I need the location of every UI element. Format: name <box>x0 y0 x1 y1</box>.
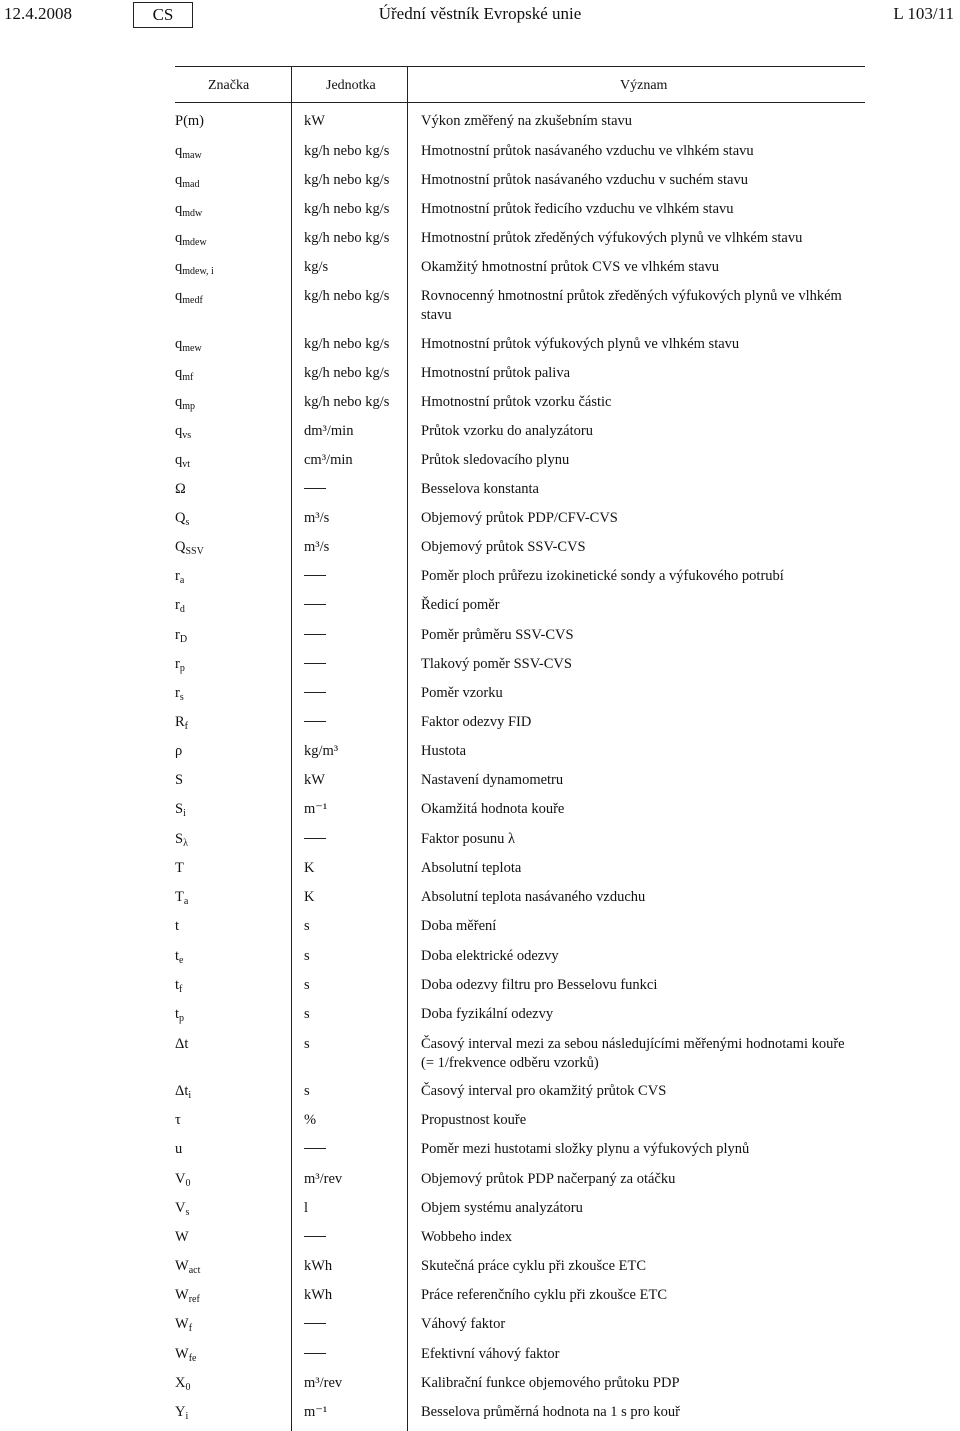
unit-cell <box>304 1035 414 1054</box>
unit-text: m³/rev <box>304 1375 343 1391</box>
symbol-text: t <box>175 977 180 993</box>
unit-dash <box>304 692 326 693</box>
symbol-text: W <box>175 1229 189 1245</box>
symbol-text: q <box>175 230 183 246</box>
unit-dash <box>304 1323 326 1324</box>
symbol-cell <box>175 917 290 936</box>
symbol-subscript: medf <box>182 295 203 306</box>
page-header <box>0 0 960 36</box>
unit-cell <box>304 1315 414 1334</box>
symbol-suffix: (m) <box>183 113 205 129</box>
unit-cell <box>304 1286 414 1305</box>
unit-text: % <box>304 1112 317 1128</box>
meaning-cell: Hmotnostní průtok nasávaného vzduchu v suchém stavu <box>421 172 748 188</box>
column-divider-1 <box>291 66 292 1431</box>
unit-cell <box>304 364 414 383</box>
symbol-cell <box>175 364 290 383</box>
meaning-cell: Hmotnostní průtok vzorku částic <box>421 394 612 410</box>
unit-dash <box>304 663 326 664</box>
unit-cell <box>304 1111 414 1130</box>
meaning-cell: Absolutní teplota <box>421 860 522 876</box>
symbol-subscript: mdw <box>182 208 203 219</box>
symbol-text: P <box>175 113 184 129</box>
meaning-cell: Hmotnostní průtok ředicího vzduchu ve vlhkém stavu <box>421 201 734 217</box>
symbol-subscript: d <box>179 604 185 615</box>
symbol-cell <box>175 1315 290 1334</box>
meaning-cell: Faktor odezvy FID <box>421 714 532 730</box>
unit-cell <box>304 947 414 966</box>
meaning-cell: Doba měření <box>421 918 497 934</box>
unit-cell <box>304 200 414 219</box>
unit-dash <box>304 575 326 576</box>
meaning-cell: Průtok vzorku do analyzátoru <box>421 423 593 439</box>
symbol-subscript: s <box>179 692 184 703</box>
symbol-subscript: ref <box>188 1294 200 1305</box>
symbol-subscript: mdew <box>182 237 207 248</box>
symbol-subscript: 0 <box>185 1382 191 1393</box>
unit-cell <box>304 713 414 732</box>
symbol-text: W <box>175 1346 189 1362</box>
symbol-cell <box>175 976 290 995</box>
unit-text: s <box>304 948 310 964</box>
unit-cell <box>304 287 414 306</box>
meaning-cell: Propustnost kouře <box>421 1112 527 1128</box>
symbol-cell <box>175 1111 290 1130</box>
unit-dash <box>304 1148 326 1149</box>
meaning-cell: Časový interval mezi za sebou následujícími měřenými hodnotami kouře (= 1/frekvence odběru vzorků) <box>421 1036 845 1071</box>
symbol-cell <box>175 480 290 499</box>
unit-text: K <box>304 889 315 905</box>
unit-cell <box>304 684 414 703</box>
symbol-text: t <box>175 948 180 964</box>
symbol-cell <box>175 509 290 528</box>
meaning-cell: Skutečná práce cyklu při zkoušce ETC <box>421 1258 647 1274</box>
unit-cell <box>304 171 414 190</box>
meaning-cell: Průtok sledovacího plynu <box>421 452 570 468</box>
unit-text: kWh <box>304 1258 333 1274</box>
unit-text: kWh <box>304 1287 333 1303</box>
journal-title: Úřední věstník Evropské unie <box>378 4 582 23</box>
unit-cell <box>304 258 414 277</box>
meaning-cell: Časový interval pro okamžitý průtok CVS <box>421 1083 667 1099</box>
unit-text: kg/s <box>304 259 329 275</box>
symbol-cell <box>175 713 290 732</box>
symbol-cell <box>175 200 290 219</box>
symbol-cell <box>175 1228 290 1247</box>
unit-text: dm³/min <box>304 423 354 439</box>
meaning-cell: Objemový průtok PDP načerpaný za otáčku <box>421 1171 676 1187</box>
symbol-subscript: f <box>184 721 189 732</box>
symbol-cell <box>175 742 290 761</box>
meaning-cell: Práce referenčního cyklu při zkoušce ETC <box>421 1287 667 1303</box>
symbol-subscript: f <box>188 1323 193 1334</box>
unit-text: s <box>304 918 310 934</box>
meaning-cell: Hmotnostní průtok výfukových plynů ve vlhkém stavu <box>421 336 740 352</box>
column-header-symbol: Značka <box>208 78 250 93</box>
meaning-cell: Rovnocenný hmotnostní průtok zředěných výfukových plynů ve vlhkém stavu <box>421 288 842 323</box>
meaning-cell: Doba fyzikální odezvy <box>421 1006 554 1022</box>
symbol-text: Δt <box>175 1083 189 1099</box>
symbol-subscript: s <box>185 517 190 528</box>
unit-cell <box>304 800 414 819</box>
symbol-subscript: mew <box>182 343 202 354</box>
symbol-subscript: SSV <box>185 546 204 557</box>
unit-text: kg/m³ <box>304 743 339 759</box>
symbol-cell <box>175 1345 290 1364</box>
symbol-subscript: f <box>179 984 183 995</box>
unit-cell <box>304 1374 414 1393</box>
symbol-subscript: mp <box>182 401 196 412</box>
unit-text: kg/h nebo kg/s <box>304 365 390 381</box>
symbol-cell <box>175 229 290 248</box>
meaning-cell: Hmotnostní průtok paliva <box>421 365 571 381</box>
unit-dash <box>304 1353 326 1354</box>
symbol-cell <box>175 1035 290 1054</box>
symbol-cell <box>175 1374 290 1393</box>
meaning-cell: Poměr vzorku <box>421 685 503 701</box>
symbol-text: S <box>175 801 184 817</box>
symbol-cell <box>175 655 290 674</box>
unit-cell <box>304 596 414 615</box>
unit-text: s <box>304 977 310 993</box>
symbol-text: V <box>175 1171 186 1187</box>
meaning-cell: Doba elektrické odezvy <box>421 948 559 964</box>
meaning-cell: Besselova průměrná hodnota na 1 s pro kouř <box>421 1404 680 1420</box>
unit-text: m⁻¹ <box>304 801 328 817</box>
symbol-text: T <box>175 889 184 905</box>
symbol-subscript: s <box>185 1207 190 1218</box>
meaning-cell: Objem systému analyzátoru <box>421 1200 583 1216</box>
unit-text: kg/h nebo kg/s <box>304 394 390 410</box>
unit-text: s <box>304 1083 310 1099</box>
unit-cell <box>304 1199 414 1218</box>
symbol-cell <box>175 626 290 645</box>
symbol-cell <box>175 1005 290 1024</box>
meaning-cell: Ředicí poměr <box>421 597 500 613</box>
unit-text: s <box>304 1036 310 1052</box>
symbol-subscript: mad <box>182 179 200 190</box>
symbol-text: ρ <box>175 743 183 759</box>
symbol-cell <box>175 596 290 615</box>
language-badge: CS <box>133 2 193 28</box>
unit-dash <box>304 838 326 839</box>
symbol-cell <box>175 830 290 849</box>
symbol-text: q <box>175 336 183 352</box>
meaning-cell: Výkon změřený na zkušebním stavu <box>421 113 633 129</box>
symbol-subscript: a <box>179 575 185 586</box>
symbol-cell <box>175 567 290 586</box>
meaning-cell: Hmotnostní průtok nasávaného vzduchu ve vlhkém stavu <box>421 143 754 159</box>
unit-cell <box>304 1345 414 1364</box>
symbol-text: Q <box>175 539 186 555</box>
unit-text: kg/h nebo kg/s <box>304 201 390 217</box>
symbol-text: r <box>175 685 180 701</box>
symbol-cell <box>175 771 290 790</box>
symbol-cell <box>175 451 290 470</box>
symbol-cell <box>175 859 290 878</box>
publication-date: 12.4.2008 <box>4 4 72 23</box>
column-header-meaning: Význam <box>620 78 668 93</box>
symbol-text: r <box>175 568 180 584</box>
unit-dash <box>304 634 326 635</box>
meaning-cell: Kalibrační funkce objemového průtoku PDP <box>421 1375 680 1391</box>
symbol-subscript: e <box>179 955 184 966</box>
unit-cell <box>304 626 414 645</box>
symbol-subscript: i <box>185 1411 189 1422</box>
unit-cell <box>304 1228 414 1247</box>
table-header-rule <box>175 102 865 103</box>
symbol-text: t <box>175 918 180 934</box>
unit-text: kg/h nebo kg/s <box>304 172 390 188</box>
meaning-cell: Poměr ploch průřezu izokinetické sondy a výfukového potrubí <box>421 568 784 584</box>
meaning-cell: Doba odezvy filtru pro Besselovu funkci <box>421 977 658 993</box>
meaning-cell: Objemový průtok PDP/CFV-CVS <box>421 510 618 526</box>
unit-cell <box>304 1140 414 1159</box>
unit-cell <box>304 451 414 470</box>
symbol-cell <box>175 1170 290 1189</box>
meaning-cell: Wobbeho index <box>421 1229 513 1245</box>
symbol-cell <box>175 112 290 131</box>
symbol-text: Δt <box>175 1036 189 1052</box>
symbol-text: q <box>175 365 183 381</box>
unit-text: kg/h nebo kg/s <box>304 288 390 304</box>
unit-cell <box>304 480 414 499</box>
symbol-subscript: act <box>188 1265 201 1276</box>
meaning-cell: Nastavení dynamometru <box>421 772 564 788</box>
symbol-text: W <box>175 1258 189 1274</box>
column-header-unit: Jednotka <box>326 78 376 93</box>
unit-cell <box>304 509 414 528</box>
symbol-text: S <box>175 831 184 847</box>
unit-cell <box>304 888 414 907</box>
meaning-cell: Poměr průměru SSV-CVS <box>421 627 574 643</box>
symbol-cell <box>175 538 290 557</box>
symbol-subscript: vs <box>182 430 192 441</box>
symbol-subscript: i <box>183 808 186 819</box>
symbol-text: r <box>175 597 180 613</box>
meaning-cell: Tlakový poměr SSV-CVS <box>421 656 572 672</box>
unit-dash <box>304 604 326 605</box>
symbol-cell <box>175 947 290 966</box>
unit-text: kg/h nebo kg/s <box>304 230 390 246</box>
unit-text: m³/rev <box>304 1171 343 1187</box>
symbol-cell <box>175 1082 290 1101</box>
meaning-cell: Okamžitý hmotnostní průtok CVS ve vlhkém stavu <box>421 259 720 275</box>
unit-dash <box>304 721 326 722</box>
symbol-text: q <box>175 172 183 188</box>
symbol-text: X <box>175 1375 186 1391</box>
symbol-subscript: i <box>188 1090 192 1101</box>
symbol-text: W <box>175 1316 189 1332</box>
symbol-text: q <box>175 423 183 439</box>
symbol-subscript: a <box>183 896 189 907</box>
symbol-cell <box>175 684 290 703</box>
symbol-text: τ <box>175 1112 181 1128</box>
symbol-subscript: fe <box>188 1353 197 1364</box>
symbol-cell <box>175 1199 290 1218</box>
unit-cell <box>304 1257 414 1276</box>
meaning-cell: Objemový průtok SSV-CVS <box>421 539 586 555</box>
unit-cell <box>304 742 414 761</box>
symbol-cell <box>175 258 290 277</box>
symbol-subscript: mdew, i <box>182 266 214 277</box>
symbol-text: r <box>175 627 180 643</box>
unit-text: l <box>304 1200 309 1216</box>
unit-dash <box>304 1236 326 1237</box>
meaning-cell: Váhový faktor <box>421 1316 506 1332</box>
unit-cell <box>304 859 414 878</box>
symbol-text: q <box>175 201 183 217</box>
meaning-cell: Faktor posunu λ <box>421 831 516 847</box>
symbol-subscript: p <box>179 663 185 674</box>
symbol-subscript: vt <box>182 459 191 470</box>
page-number: L 103/11 <box>893 4 954 23</box>
unit-text: kW <box>304 772 325 788</box>
unit-dash <box>304 488 326 489</box>
unit-cell <box>304 112 414 131</box>
symbol-text: S <box>175 772 184 788</box>
symbol-text: r <box>175 656 180 672</box>
unit-text: m³/s <box>304 510 330 526</box>
unit-cell <box>304 1082 414 1101</box>
symbol-cell <box>175 142 290 161</box>
unit-cell <box>304 567 414 586</box>
unit-cell <box>304 335 414 354</box>
unit-text: cm³/min <box>304 452 353 468</box>
symbol-text: Q <box>175 510 186 526</box>
unit-cell <box>304 830 414 849</box>
unit-cell <box>304 538 414 557</box>
unit-cell <box>304 976 414 995</box>
symbol-text: q <box>175 452 183 468</box>
symbol-text: t <box>175 1006 180 1022</box>
symbol-text: W <box>175 1287 189 1303</box>
unit-cell <box>304 1005 414 1024</box>
unit-cell <box>304 142 414 161</box>
unit-cell <box>304 917 414 936</box>
symbol-cell <box>175 422 290 441</box>
unit-cell <box>304 655 414 674</box>
symbol-cell <box>175 1140 290 1159</box>
symbol-cell <box>175 1286 290 1305</box>
unit-text: m³/s <box>304 539 330 555</box>
symbol-text: u <box>175 1141 183 1157</box>
symbol-subscript: maw <box>182 150 202 161</box>
symbol-cell <box>175 888 290 907</box>
symbol-cell <box>175 171 290 190</box>
symbol-text: V <box>175 1200 186 1216</box>
unit-cell <box>304 229 414 248</box>
unit-text: kg/h nebo kg/s <box>304 336 390 352</box>
symbol-subscript: λ <box>183 838 188 849</box>
symbol-text: q <box>175 259 183 275</box>
symbol-cell <box>175 393 290 412</box>
unit-text: kW <box>304 113 325 129</box>
symbol-subscript: mf <box>182 372 194 383</box>
meaning-cell: Hmotnostní průtok zředěných výfukových plynů ve vlhkém stavu <box>421 230 803 246</box>
symbol-text: q <box>175 143 183 159</box>
meaning-cell: Hustota <box>421 743 467 759</box>
symbol-cell <box>175 287 290 306</box>
symbol-subscript: 0 <box>185 1178 191 1189</box>
meaning-cell: Poměr mezi hustotami složky plynu a výfukových plynů <box>421 1141 750 1157</box>
unit-cell <box>304 422 414 441</box>
unit-text: kg/h nebo kg/s <box>304 143 390 159</box>
symbol-text: R <box>175 714 185 730</box>
symbol-text: q <box>175 394 183 410</box>
symbol-subscript: D <box>179 634 188 645</box>
meaning-cell: Efektivní váhový faktor <box>421 1346 560 1362</box>
symbol-text: Ω <box>175 481 186 497</box>
symbol-cell <box>175 800 290 819</box>
unit-cell <box>304 1403 414 1422</box>
symbol-text: Y <box>175 1404 186 1420</box>
meaning-cell: Besselova konstanta <box>421 481 539 497</box>
symbol-subscript: p <box>179 1013 185 1024</box>
symbol-cell <box>175 1257 290 1276</box>
table-top-rule <box>175 66 865 67</box>
symbol-cell <box>175 335 290 354</box>
meaning-cell: Absolutní teplota nasávaného vzduchu <box>421 889 646 905</box>
symbol-text: T <box>175 860 184 876</box>
unit-text: m⁻¹ <box>304 1404 328 1420</box>
unit-cell <box>304 393 414 412</box>
unit-text: K <box>304 860 315 876</box>
meaning-cell: Okamžitá hodnota kouře <box>421 801 565 817</box>
symbol-text: q <box>175 288 183 304</box>
unit-cell <box>304 771 414 790</box>
unit-cell <box>304 1170 414 1189</box>
unit-text: s <box>304 1006 310 1022</box>
symbol-cell <box>175 1403 290 1422</box>
